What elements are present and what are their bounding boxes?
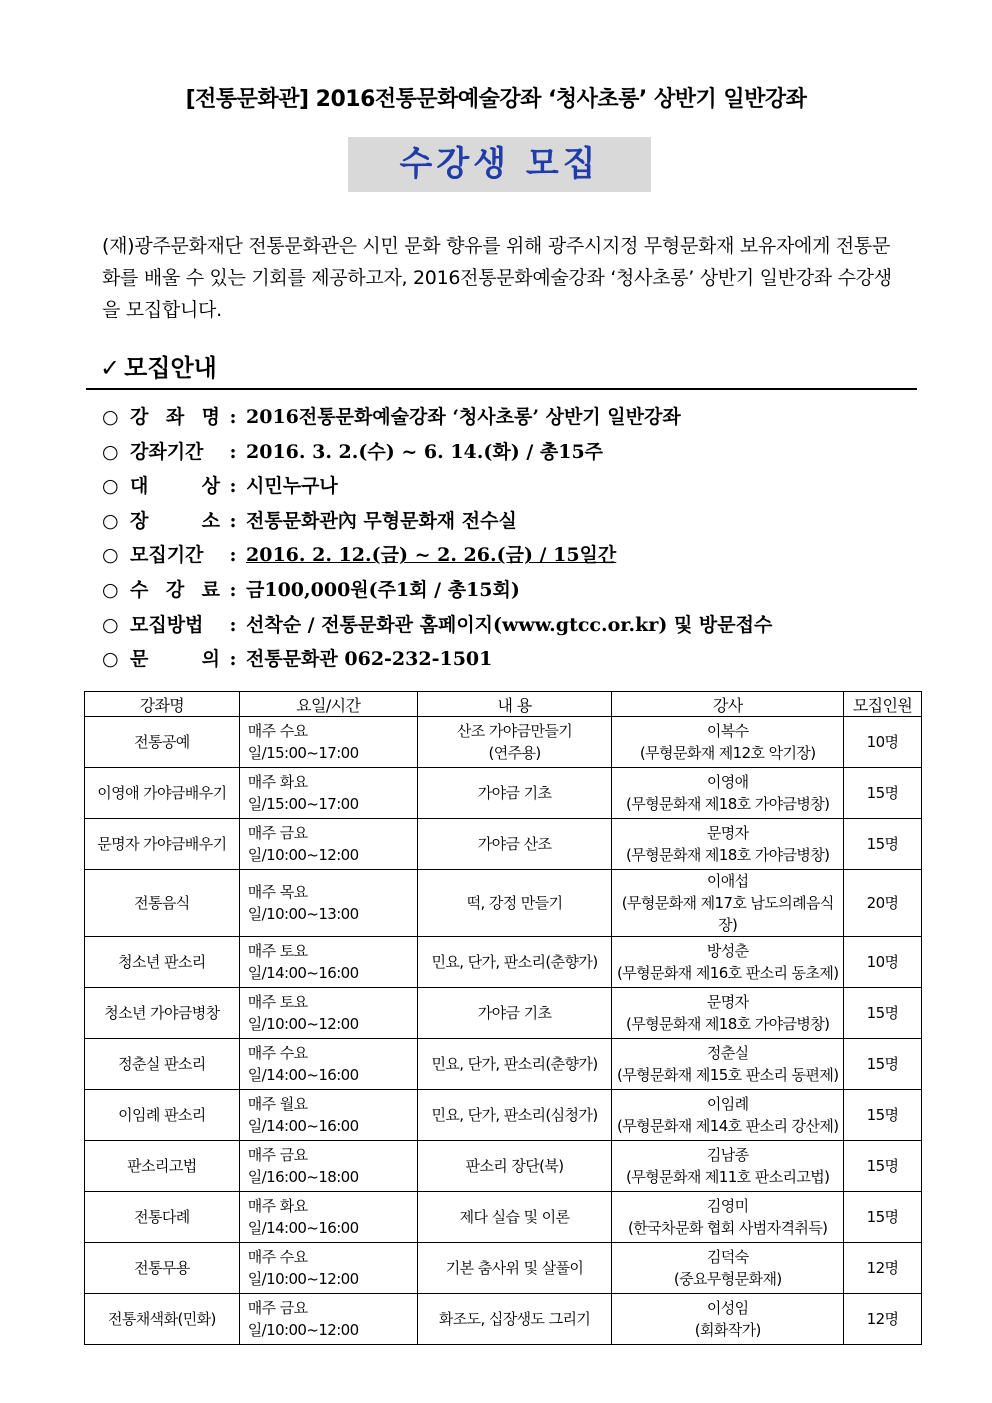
info-list	[102, 400, 922, 677]
content-cell	[417, 768, 612, 819]
content-line: 가야금 산조	[477, 835, 552, 853]
table-row	[85, 1243, 922, 1294]
capacity-cell: 15명	[844, 768, 922, 819]
info-label: 강 좌 명	[130, 406, 220, 428]
info-colon: :	[229, 475, 237, 498]
teacher-cell	[612, 1243, 844, 1294]
circle-bullet-icon: ○	[102, 440, 119, 463]
capacity-cell: 15명	[844, 988, 922, 1039]
course-name-cell: 이영애 가야금배우기	[85, 768, 240, 819]
table-body	[85, 717, 922, 1345]
recruitment-heading: 수강생 모집	[348, 137, 651, 192]
schedule-cell: 매주 목요일/10:00~13:00	[239, 870, 417, 937]
capacity-cell: 15명	[844, 1141, 922, 1192]
teacher-cell	[612, 768, 844, 819]
table-row	[85, 1141, 922, 1192]
circle-bullet-icon: ○	[102, 648, 119, 671]
teacher-name: 방성춘	[706, 942, 749, 960]
course-name-cell: 문명자 가야금배우기	[85, 819, 240, 870]
teacher-title: (무형문화재 제17호 남도의례음식장)	[621, 894, 834, 934]
circle-bullet-icon: ○	[102, 475, 119, 498]
check-icon: ✓	[100, 354, 121, 382]
info-label: 대 상	[130, 475, 220, 498]
content-line: 떡, 강정 만들기	[466, 894, 563, 912]
circle-bullet-icon: ○	[102, 613, 119, 636]
table-row	[85, 1039, 922, 1090]
course-name-cell: 이임례 판소리	[85, 1090, 240, 1141]
info-value: 2016. 2. 12.(금) ~ 2. 26.(금) / 15일간	[246, 544, 617, 567]
course-table	[84, 691, 922, 1345]
content-line: (연주용)	[488, 744, 541, 762]
info-item	[102, 608, 922, 643]
info-value: 선착순 / 전통문화관 홈페이지(www.gtcc.or.kr) 및 방문접수	[246, 613, 773, 636]
course-name-cell: 정춘실 판소리	[85, 1039, 240, 1090]
teacher-title: (한국차문화 협회 사범자격취득)	[628, 1219, 828, 1237]
teacher-title: (무형문화재 제18호 가야금병창)	[626, 846, 830, 864]
column-header: 모집인원	[844, 692, 922, 717]
info-colon: :	[229, 613, 237, 636]
schedule-cell: 매주 수요일/14:00~16:00	[239, 1039, 417, 1090]
capacity-cell: 15명	[844, 819, 922, 870]
teacher-name: 이임례	[706, 1095, 749, 1113]
content-line: 민요, 단가, 판소리(춘향가)	[431, 1055, 598, 1073]
table-row	[85, 1192, 922, 1243]
teacher-title: (무형문화재 제18호 가야금병창)	[626, 795, 830, 813]
capacity-cell: 15명	[844, 1090, 922, 1141]
teacher-cell	[612, 1039, 844, 1090]
info-label: 모집기간	[130, 544, 204, 567]
section-divider	[86, 388, 917, 390]
content-cell	[417, 1294, 612, 1345]
content-line: 판소리 장단(북)	[465, 1157, 564, 1175]
content-cell	[417, 937, 612, 988]
info-item	[102, 400, 922, 435]
teacher-name: 김남종	[706, 1146, 749, 1164]
capacity-cell: 15명	[844, 1192, 922, 1243]
content-cell	[417, 1090, 612, 1141]
table-row	[85, 1090, 922, 1141]
content-cell	[417, 988, 612, 1039]
schedule-cell: 매주 토요일/14:00~16:00	[239, 937, 417, 988]
teacher-cell	[612, 988, 844, 1039]
content-line: 가야금 기초	[477, 784, 552, 802]
capacity-cell: 12명	[844, 1294, 922, 1345]
schedule-cell: 매주 화요일/15:00~17:00	[239, 768, 417, 819]
content-cell	[417, 1243, 612, 1294]
info-label: 장 소	[130, 509, 220, 532]
info-value: 전통문화관內 무형문화재 전수실	[246, 509, 517, 532]
content-cell	[417, 819, 612, 870]
teacher-cell	[612, 1192, 844, 1243]
table-header-row	[85, 692, 922, 717]
course-name-cell: 전통채색화(민화)	[85, 1294, 240, 1345]
teacher-title: (중요무형문화재)	[673, 1270, 782, 1288]
table-row	[85, 717, 922, 768]
table-row	[85, 819, 922, 870]
column-header: 강사	[612, 692, 844, 717]
content-cell	[417, 870, 612, 937]
column-header: 강좌명	[85, 692, 240, 717]
capacity-cell: 15명	[844, 1039, 922, 1090]
info-item	[102, 642, 922, 677]
teacher-cell	[612, 717, 844, 768]
column-header: 요일/시간	[239, 692, 417, 717]
teacher-title: (무형문화재 제12호 악기장)	[639, 744, 816, 762]
content-cell	[417, 1039, 612, 1090]
teacher-name: 김덕숙	[706, 1248, 749, 1266]
info-label: 수 강 료	[130, 578, 220, 601]
course-name-cell: 전통음식	[85, 870, 240, 937]
info-item	[102, 504, 922, 539]
teacher-name: 문명자	[706, 824, 749, 842]
info-item	[102, 469, 922, 504]
content-line: 민요, 단가, 판소리(심청가)	[431, 1106, 598, 1124]
teacher-title: (무형문화재 제15호 판소리 동편제)	[617, 1066, 839, 1084]
circle-bullet-icon: ○	[102, 544, 119, 567]
course-name-cell: 전통다례	[85, 1192, 240, 1243]
teacher-title: (무형문화재 제11호 판소리고법)	[626, 1168, 830, 1186]
info-item	[102, 435, 922, 470]
schedule-cell: 매주 수요일/15:00~17:00	[239, 717, 417, 768]
teacher-title: (무형문화재 제18호 가야금병창)	[626, 1015, 830, 1033]
teacher-cell	[612, 1141, 844, 1192]
teacher-name: 이복수	[706, 722, 749, 740]
intro-paragraph: (재)광주문화재단 전통문화관은 시민 문화 향유를 위해 광주시지정 무형문화재 보유자에게 전통문화를 배울 수 있는 기회를 제공하고자, 2016전통문화예술강좌 ‘청사초롱’ 상반기 일반강좌 수강생을 모집합니다.	[102, 235, 892, 321]
course-name-cell: 전통무용	[85, 1243, 240, 1294]
section-heading	[100, 348, 217, 383]
schedule-cell: 매주 금요일/16:00~18:00	[239, 1141, 417, 1192]
info-label: 강좌기간	[130, 440, 204, 463]
capacity-cell: 12명	[844, 1243, 922, 1294]
content-cell	[417, 1141, 612, 1192]
info-colon: :	[229, 509, 237, 532]
teacher-name: 문명자	[706, 993, 749, 1011]
info-label: 문 의	[130, 648, 220, 671]
info-value: 시민누구나	[246, 475, 338, 498]
content-line: 산조 가야금만들기	[456, 722, 573, 740]
course-name-cell: 판소리고법	[85, 1141, 240, 1192]
table-row	[85, 937, 922, 988]
content-line: 화조도, 십장생도 그리기	[438, 1310, 591, 1328]
course-name-cell: 청소년 판소리	[85, 937, 240, 988]
content-cell	[417, 1192, 612, 1243]
capacity-cell: 10명	[844, 717, 922, 768]
info-colon: :	[229, 578, 237, 601]
circle-bullet-icon: ○	[102, 406, 119, 428]
info-value: 2016전통문화예술강좌 ‘청사초롱’ 상반기 일반강좌	[246, 406, 681, 428]
course-name-cell: 청소년 가야금병창	[85, 988, 240, 1039]
info-item	[102, 573, 922, 608]
info-value: 전통문화관 062-232-1501	[246, 648, 493, 671]
schedule-cell: 매주 월요일/14:00~16:00	[239, 1090, 417, 1141]
info-value: 금100,000원(주1회 / 총15회)	[246, 578, 520, 601]
teacher-name: 이영애	[706, 773, 749, 791]
circle-bullet-icon: ○	[102, 509, 119, 532]
teacher-cell	[612, 1294, 844, 1345]
info-value: 2016. 3. 2.(수) ~ 6. 14.(화) / 총15주	[246, 440, 604, 463]
teacher-cell	[612, 819, 844, 870]
capacity-cell: 20명	[844, 870, 922, 937]
teacher-name: 김영미	[706, 1197, 749, 1215]
circle-bullet-icon: ○	[102, 578, 119, 601]
table-row	[85, 870, 922, 937]
table-row	[85, 768, 922, 819]
teacher-cell	[612, 1090, 844, 1141]
info-item	[102, 538, 922, 573]
teacher-cell	[612, 870, 844, 937]
info-colon: :	[229, 544, 237, 567]
schedule-cell: 매주 수요일/10:00~12:00	[239, 1243, 417, 1294]
info-colon: :	[229, 440, 237, 463]
content-line: 민요, 단가, 판소리(춘향가)	[431, 953, 598, 971]
schedule-cell: 매주 토요일/10:00~12:00	[239, 988, 417, 1039]
table-row	[85, 988, 922, 1039]
content-line: 제다 실습 및 이론	[459, 1208, 570, 1226]
info-colon: :	[229, 648, 237, 671]
teacher-title: (무형문화재 제14호 판소리 강산제)	[617, 1117, 839, 1135]
schedule-cell: 매주 금요일/10:00~12:00	[239, 1294, 417, 1345]
capacity-cell: 10명	[844, 937, 922, 988]
document-title: [전통문화관] 2016전통문화예술강좌 ‘청사초롱’ 상반기 일반강좌	[185, 87, 807, 112]
content-line: 가야금 기초	[477, 1004, 552, 1022]
teacher-name: 이성임	[706, 1299, 749, 1317]
info-colon: :	[229, 406, 237, 428]
teacher-title: (회화작가)	[694, 1321, 761, 1339]
content-line: 기본 춤사위 및 살풀이	[445, 1259, 584, 1277]
content-cell	[417, 717, 612, 768]
course-name-cell: 전통공예	[85, 717, 240, 768]
info-label: 모집방법	[130, 613, 204, 636]
teacher-name: 정춘실	[706, 1044, 749, 1062]
table-row	[85, 1294, 922, 1345]
section-title: 모집안내	[124, 354, 217, 382]
teacher-title: (무형문화재 제16호 판소리 동초제)	[617, 964, 839, 982]
teacher-cell	[612, 937, 844, 988]
column-header: 내 용	[417, 692, 612, 717]
teacher-name: 이애섭	[706, 872, 749, 890]
schedule-cell: 매주 금요일/10:00~12:00	[239, 819, 417, 870]
schedule-cell: 매주 화요일/14:00~16:00	[239, 1192, 417, 1243]
